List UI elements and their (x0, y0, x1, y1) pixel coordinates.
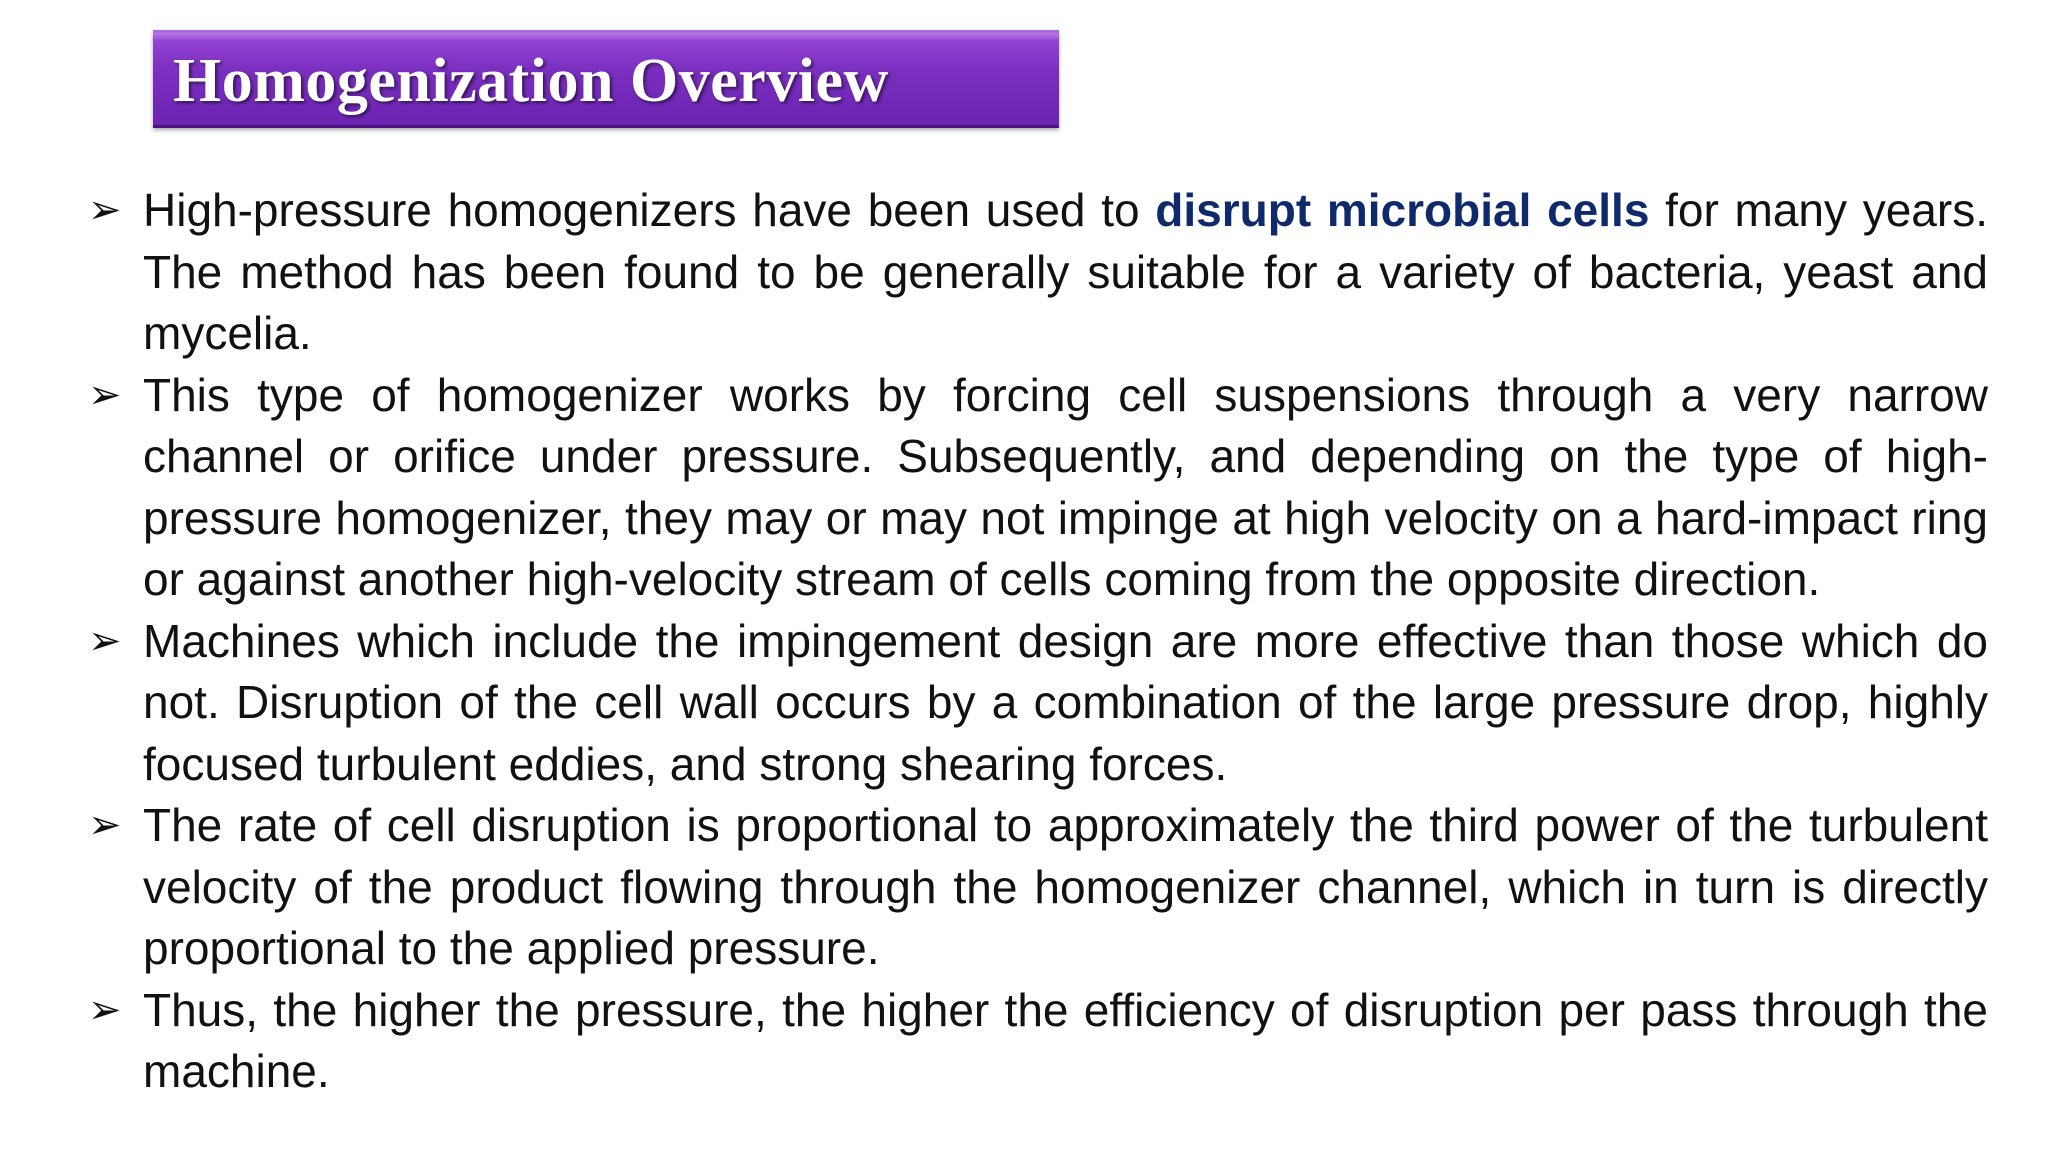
bullet-item (88, 365, 1988, 611)
bullet-item (88, 611, 1988, 796)
arrowhead-bullet-icon: ➢ (88, 187, 122, 233)
slide-title: Homogenization Overview (173, 47, 889, 115)
bullet-text (143, 180, 1988, 365)
bullet-item (88, 180, 1988, 365)
arrowhead-bullet-icon: ➢ (88, 617, 122, 664)
highlighted-phrase: disrupt microbial cells (1155, 184, 1650, 236)
title-banner (153, 30, 1059, 128)
bullet-item (88, 980, 1988, 1103)
bullet-text-after: for many years. The method has been found to be generally suitable for a variety of bacteria, yeast and mycelia. (143, 184, 1988, 359)
bullet-text: The rate of cell disruption is proportional to approximately the third power of the turbulent velocity of the product flowing through the homogenizer channel, which in turn is directly proportional to the applied pressure. (143, 799, 1988, 974)
arrowhead-bullet-icon: ➢ (88, 986, 122, 1033)
bullet-text: Thus, the higher the pressure, the higher the efficiency of disruption per pass through the machine. (143, 983, 1988, 1097)
bullet-item (88, 795, 1988, 980)
bullet-text: Machines which include the impingement design are more effective than those which do not. Disruption of the cell wall occurs by a combination of the large pressure drop, highly focused turbulent eddies, and strong shearing forces. (143, 614, 1988, 790)
bullet-text: This type of homogenizer works by forcing cell suspensions through a very narrow channel or orifice under pressure. Subsequently, and depending on the type of high-pressure homogenizer, they may or may not impinge at high velocity on a hard-impact ring or against another high-velocity stream of cells coming from the opposite direction. (143, 368, 1988, 605)
arrowhead-bullet-icon: ➢ (88, 802, 122, 848)
bullet-list (88, 180, 1988, 1103)
bullet-text-before: High-pressure homogenizers have been used to (143, 184, 1156, 236)
arrowhead-bullet-icon: ➢ (88, 371, 122, 418)
